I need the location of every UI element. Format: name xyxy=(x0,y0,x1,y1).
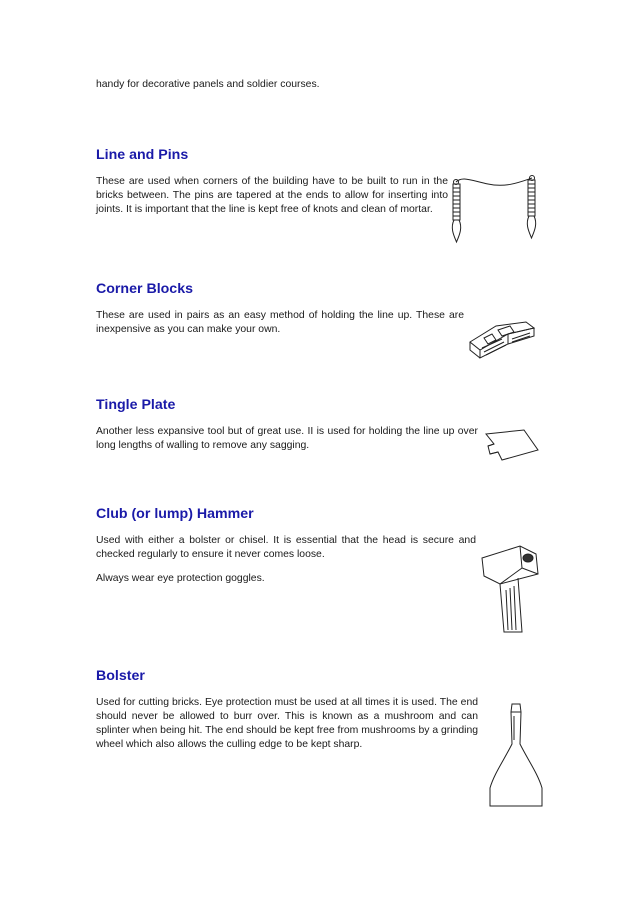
bolster-icon xyxy=(484,700,548,812)
section-heading: Corner Blocks xyxy=(96,281,193,297)
intro-text: handy for decorative panels and soldier courses. xyxy=(96,79,320,90)
section-corner-blocks xyxy=(96,280,464,337)
section-line-and-pins xyxy=(96,146,448,217)
section-paragraph: Used with either a bolster or chisel. It is essential that the head is secure and checked regularly to ensure it never comes loose. xyxy=(96,535,476,560)
section-club-hammer xyxy=(96,505,476,586)
tingle-plate-icon xyxy=(480,424,542,464)
club-hammer-icon xyxy=(478,540,546,638)
section-paragraph: Always wear eye protection goggles. xyxy=(96,573,265,584)
section-heading: Bolster xyxy=(96,668,145,684)
section-tingle-plate xyxy=(96,396,478,453)
section-heading: Club (or lump) Hammer xyxy=(96,506,254,522)
section-paragraph: Another less expansive tool but of great use. II is used for holding the line up over long lengths of walling to remove any sagging. xyxy=(96,426,478,451)
corner-blocks-icon xyxy=(466,312,538,362)
line-and-pins-icon xyxy=(448,168,552,246)
section-bolster xyxy=(96,667,478,752)
section-paragraph: These are used in pairs as an easy method of holding the line up. These are inexpensive as you can make your own. xyxy=(96,310,464,335)
section-paragraph: These are used when corners of the building have to be built to run in the bricks between. The pins are tapered at the ends to allow for inserting into joints. It is important that the line is kept free of knots and clean of mortar. xyxy=(96,176,448,215)
section-paragraph: Used for cutting bricks. Eye protection must be used at all times it is used. The end should never be allowed to burr over. This is known as a mushroom and can splinter when being hit. The end should be kept free from mushrooms by a grinding wheel which also allows the culling edge to be kept sharp. xyxy=(96,697,478,750)
section-heading: Line and Pins xyxy=(96,147,189,163)
section-heading: Tingle Plate xyxy=(96,397,176,413)
